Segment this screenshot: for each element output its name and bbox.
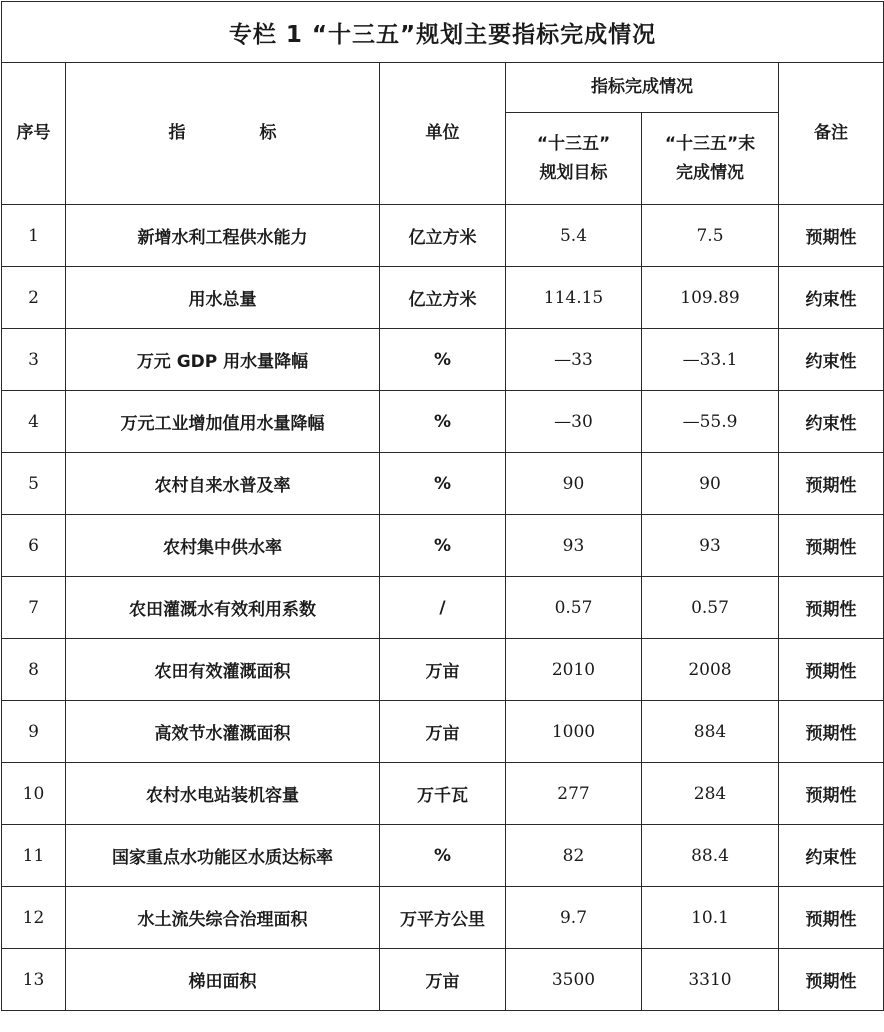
row-index: 3 <box>2 329 66 391</box>
row-indicator: 农田灌溉水有效利用系数 <box>66 577 380 639</box>
row-actual: 7.5 <box>642 205 779 267</box>
row-actual: 93 <box>642 515 779 577</box>
row-index: 13 <box>2 949 66 1011</box>
row-note: 约束性 <box>779 329 884 391</box>
row-unit: / <box>380 577 506 639</box>
row-unit: 万亩 <box>380 639 506 701</box>
row-target: 9.7 <box>506 887 642 949</box>
row-unit: 亿立方米 <box>380 205 506 267</box>
row-target: —30 <box>506 391 642 453</box>
header-actual-line2: 完成情况 <box>676 162 744 183</box>
row-indicator: 农村水电站装机容量 <box>66 763 380 825</box>
row-actual: 109.89 <box>642 267 779 329</box>
row-index: 2 <box>2 267 66 329</box>
row-actual: 284 <box>642 763 779 825</box>
row-actual: 2008 <box>642 639 779 701</box>
row-unit: % <box>380 391 506 453</box>
row-indicator: 用水总量 <box>66 267 380 329</box>
table-row <box>2 577 884 639</box>
row-index: 9 <box>2 701 66 763</box>
row-target: 277 <box>506 763 642 825</box>
table-row <box>2 701 884 763</box>
table-row <box>2 825 884 887</box>
table-row <box>2 329 884 391</box>
row-indicator: 新增水利工程供水能力 <box>66 205 380 267</box>
table-row <box>2 887 884 949</box>
header-indicator-label: 指 标 <box>168 123 311 143</box>
row-index: 7 <box>2 577 66 639</box>
table-row <box>2 949 884 1011</box>
indicator-table <box>1 1 884 1011</box>
row-note: 预期性 <box>779 949 884 1011</box>
row-indicator: 高效节水灌溉面积 <box>66 701 380 763</box>
row-note: 约束性 <box>779 267 884 329</box>
table-row <box>2 515 884 577</box>
row-target: 1000 <box>506 701 642 763</box>
row-note: 预期性 <box>779 639 884 701</box>
row-unit: 万千瓦 <box>380 763 506 825</box>
row-target: 2010 <box>506 639 642 701</box>
row-actual: —33.1 <box>642 329 779 391</box>
row-index: 4 <box>2 391 66 453</box>
table-row <box>2 453 884 515</box>
row-unit: 万平方公里 <box>380 887 506 949</box>
header-actual <box>642 113 779 205</box>
row-note: 预期性 <box>779 887 884 949</box>
row-unit: 万亩 <box>380 949 506 1011</box>
row-actual: 90 <box>642 453 779 515</box>
row-index: 8 <box>2 639 66 701</box>
row-actual: 88.4 <box>642 825 779 887</box>
row-note: 预期性 <box>779 701 884 763</box>
header-completion-group: 指标完成情况 <box>506 63 779 113</box>
row-note: 预期性 <box>779 577 884 639</box>
table-title: 专栏 1 “十三五”规划主要指标完成情况 <box>2 2 884 63</box>
row-indicator: 万元 GDP 用水量降幅 <box>66 329 380 391</box>
row-target: 0.57 <box>506 577 642 639</box>
row-index: 11 <box>2 825 66 887</box>
row-unit: 万亩 <box>380 701 506 763</box>
row-indicator: 农田有效灌溉面积 <box>66 639 380 701</box>
row-note: 约束性 <box>779 825 884 887</box>
row-note: 预期性 <box>779 453 884 515</box>
header-target <box>506 113 642 205</box>
row-indicator: 农村集中供水率 <box>66 515 380 577</box>
row-indicator: 梯田面积 <box>66 949 380 1011</box>
row-indicator: 万元工业增加值用水量降幅 <box>66 391 380 453</box>
row-target: —33 <box>506 329 642 391</box>
row-note: 预期性 <box>779 763 884 825</box>
row-actual: 3310 <box>642 949 779 1011</box>
row-actual: —55.9 <box>642 391 779 453</box>
header-target-line1: “十三五” <box>536 133 611 154</box>
row-unit: % <box>380 329 506 391</box>
row-target: 90 <box>506 453 642 515</box>
row-unit: % <box>380 453 506 515</box>
table-row <box>2 763 884 825</box>
row-actual: 10.1 <box>642 887 779 949</box>
row-actual: 884 <box>642 701 779 763</box>
row-target: 82 <box>506 825 642 887</box>
row-note: 预期性 <box>779 205 884 267</box>
header-indicator <box>66 63 380 205</box>
row-actual: 0.57 <box>642 577 779 639</box>
table-row <box>2 267 884 329</box>
row-unit: % <box>380 515 506 577</box>
row-indicator: 国家重点水功能区水质达标率 <box>66 825 380 887</box>
header-note: 备注 <box>779 63 884 205</box>
row-index: 5 <box>2 453 66 515</box>
row-note: 预期性 <box>779 515 884 577</box>
header-unit: 单位 <box>380 63 506 205</box>
row-index: 10 <box>2 763 66 825</box>
header-target-line2: 规划目标 <box>539 162 608 183</box>
row-target: 3500 <box>506 949 642 1011</box>
row-indicator: 农村自来水普及率 <box>66 453 380 515</box>
row-index: 6 <box>2 515 66 577</box>
row-indicator: 水土流失综合治理面积 <box>66 887 380 949</box>
table-row <box>2 639 884 701</box>
table-row <box>2 205 884 267</box>
header-actual-line1: “十三五”末 <box>664 133 756 154</box>
table-row <box>2 391 884 453</box>
row-unit: 亿立方米 <box>380 267 506 329</box>
row-note: 约束性 <box>779 391 884 453</box>
row-index: 1 <box>2 205 66 267</box>
row-unit: % <box>380 825 506 887</box>
row-target: 5.4 <box>506 205 642 267</box>
row-target: 93 <box>506 515 642 577</box>
row-index: 12 <box>2 887 66 949</box>
row-target: 114.15 <box>506 267 642 329</box>
header-index: 序号 <box>2 63 66 205</box>
